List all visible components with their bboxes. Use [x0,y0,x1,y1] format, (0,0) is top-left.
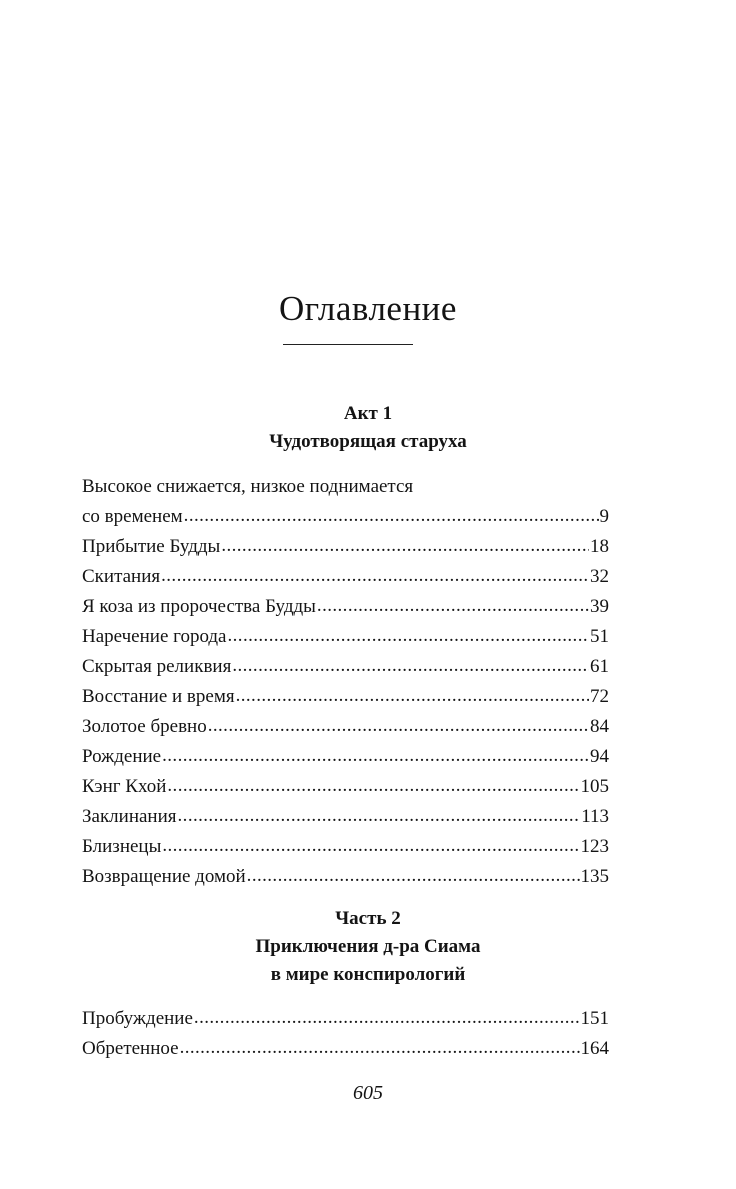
toc-entry-title: Восстание и время [82,686,235,707]
title-divider [283,344,413,345]
toc-entry [82,712,609,742]
toc-entry-page: 32 [590,566,609,587]
dot-leader [162,831,579,861]
toc-entry-title: Высокое снижается, низкое поднимается [82,476,414,497]
dot-leader [208,711,589,741]
toc-entry-page: 18 [590,536,609,557]
part2-title: Приключения д-ра Сиама [255,936,481,957]
dot-leader [317,591,589,621]
toc-entry-title: Золотое бревно [82,716,207,737]
toc-entry-title-line [82,472,609,502]
dot-leader [178,801,581,831]
dot-leader [180,1033,580,1063]
toc-entry [82,1034,609,1064]
toc-entry-title: Прибытие Будды [82,536,221,557]
part2-toc [82,1004,609,1064]
toc-entry-page: 39 [590,596,609,617]
toc-entry [82,562,609,592]
toc-entry-title: Кэнг Кхой [82,776,167,797]
act1-toc [82,472,609,892]
toc-entry-title: Скитания [82,566,161,587]
part2-subtitle: в мире конспирологий [270,964,466,985]
toc-entry-page: 84 [590,716,609,737]
dot-leader [228,621,590,651]
toc-entry [82,772,609,802]
part2-heading [0,905,736,989]
toc-entry [82,682,609,712]
toc-entry [82,832,609,862]
act1-title: Чудотворящая старуха [269,431,467,452]
toc-entry-title: Рождение [82,746,162,767]
toc-entry [82,502,609,532]
toc-entry-title: Возвращение домой [82,866,246,887]
toc-entry [82,592,609,622]
toc-entry-title: Я коза из пророчества Будды [82,596,316,617]
dot-leader [162,741,589,771]
dot-leader [184,501,599,531]
toc-entry [82,1004,609,1034]
toc-entry-page: 135 [580,866,609,887]
act1-number: Акт 1 [343,403,393,424]
toc-entry-title: Пробуждение [82,1008,193,1029]
dot-leader [194,1003,580,1033]
toc-entry [82,862,609,892]
act1-heading [0,400,736,456]
toc-entry [82,802,609,832]
toc-entry [82,622,609,652]
dot-leader [236,681,589,711]
toc-entry-page: 164 [580,1038,609,1059]
toc-entry-title: со временем [82,506,183,527]
toc-entry-page: 123 [580,836,609,857]
toc-entry-title: Скрытая реликвия [82,656,232,677]
toc-entry-page: 9 [599,506,609,527]
page-title: Оглавление [279,289,457,328]
dot-leader [232,651,589,681]
toc-entry-page: 105 [580,776,609,797]
dot-leader [221,531,589,561]
toc-entry [82,652,609,682]
toc-entry-page: 94 [590,746,609,767]
dot-leader [167,771,579,801]
toc-entry-page: 72 [590,686,609,707]
toc-entry-title: Обретенное [82,1038,179,1059]
toc-entry [82,742,609,772]
toc-entry-page: 51 [590,626,609,647]
toc-entry-page: 61 [590,656,609,677]
dot-leader [161,561,589,591]
toc-entry-title: Наречение города [82,626,227,647]
part2-number: Часть 2 [335,908,401,929]
toc-entry [82,532,609,562]
dot-leader [247,861,580,891]
toc-entry-title: Заклинания [82,806,177,827]
toc-entry-title: Близнецы [82,836,162,857]
toc-entry-page: 151 [580,1008,609,1029]
page-number: 605 [353,1082,383,1104]
toc-entry-page: 113 [581,806,609,827]
